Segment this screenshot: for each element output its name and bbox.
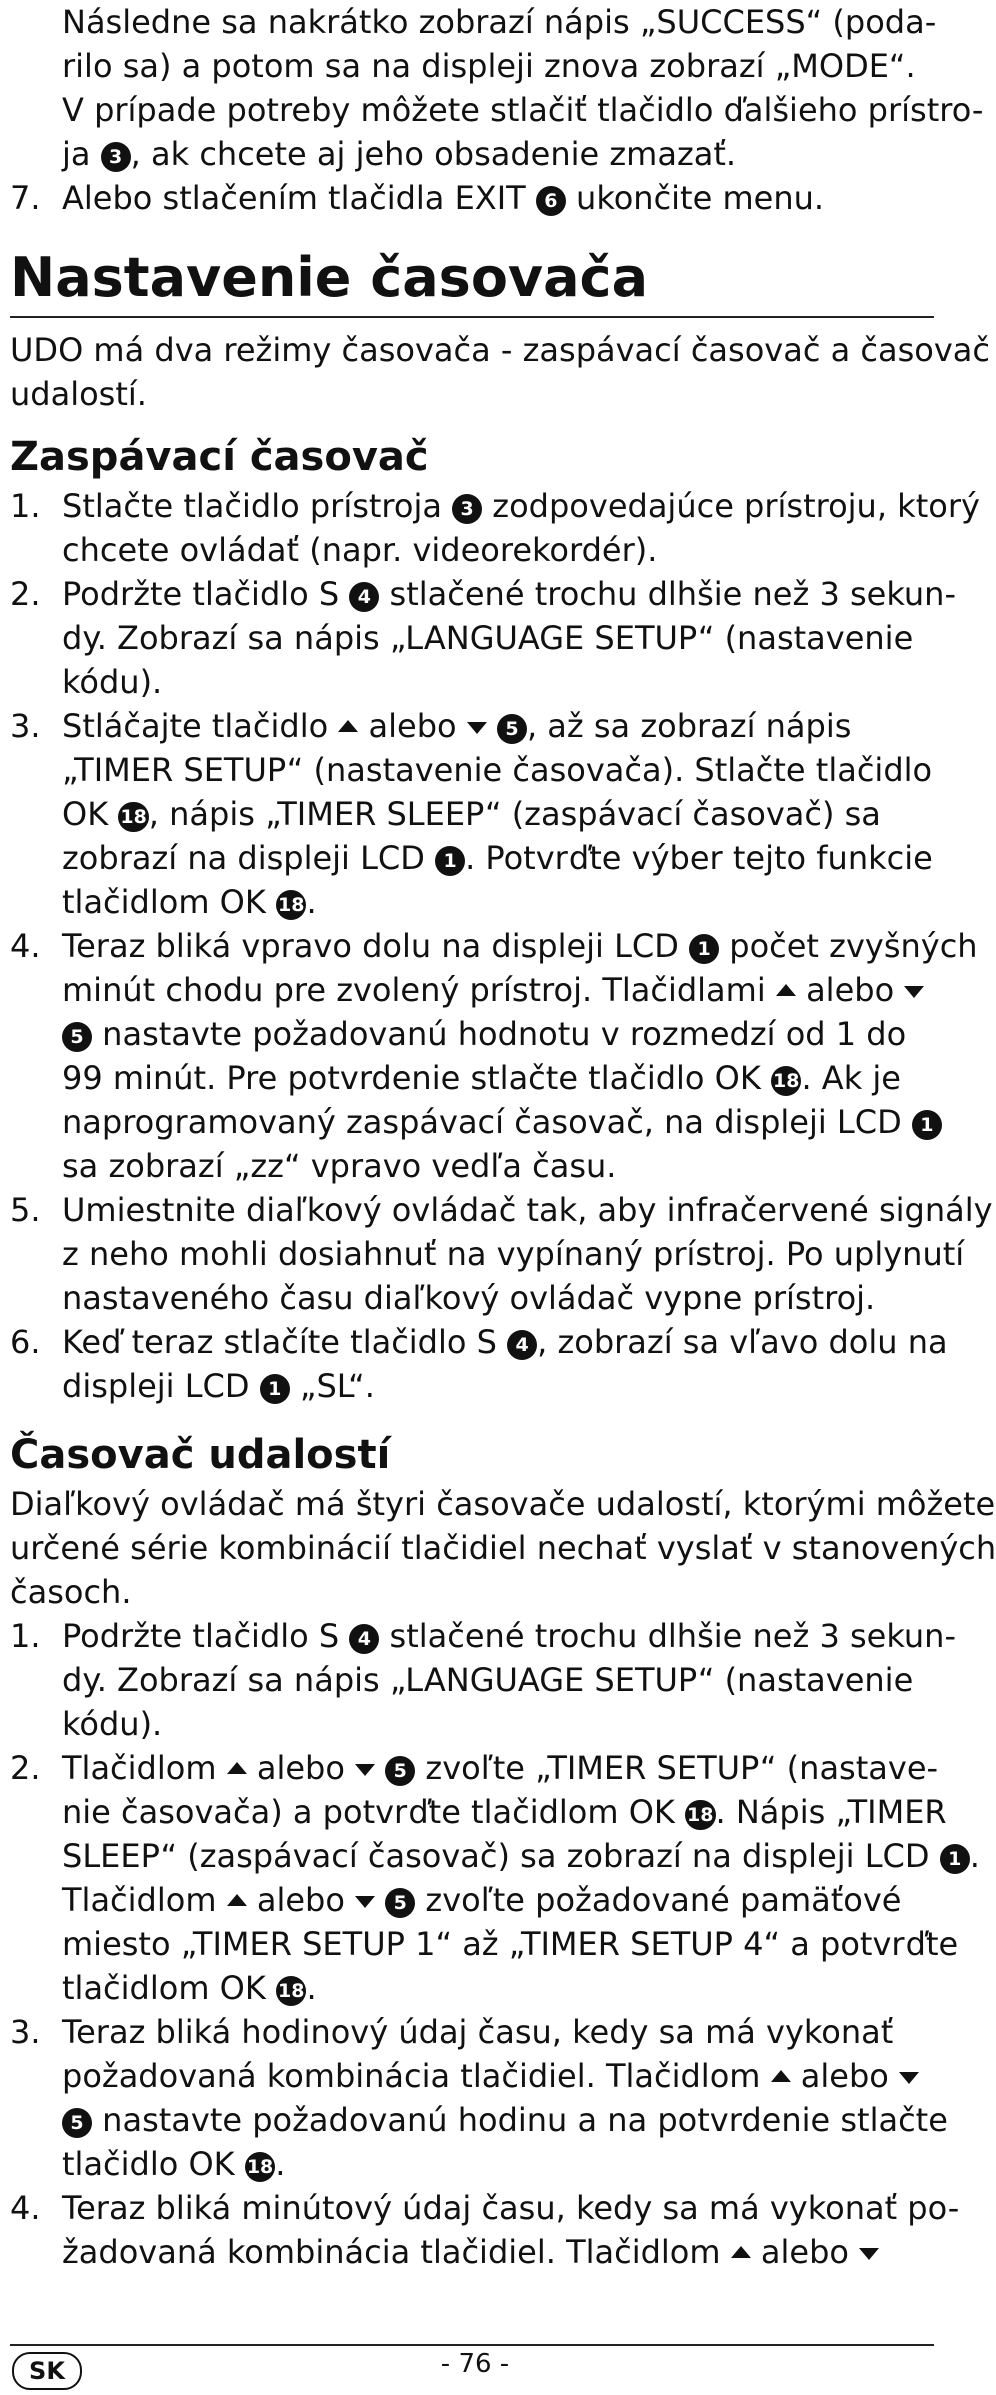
arrow-up-icon <box>776 984 796 996</box>
step-number: 2. <box>10 1749 41 1787</box>
button-number-badge: 5 <box>497 714 527 744</box>
button-number-badge: 18 <box>245 2152 275 2182</box>
button-number-badge: 18 <box>771 1066 801 1096</box>
step-number: 5. <box>10 1191 41 1229</box>
text-line: Alebo stlačením tlačidla EXIT 6 ukončite menu. <box>62 179 825 217</box>
button-number-badge: 1 <box>435 846 465 876</box>
button-number-badge: 5 <box>62 1022 92 1052</box>
text-line: Následne sa nakrátko zobrazí nápis „SUCCESS“ (poda- <box>62 3 937 41</box>
button-number-badge: 4 <box>349 1624 379 1654</box>
button-number-badge: 6 <box>536 186 566 216</box>
button-number-badge: 5 <box>385 1888 415 1918</box>
arrow-up-icon <box>227 1762 247 1774</box>
list-item: 1. Stlačte tlačidlo prístroja 3 zodpovedajúce prístroju, ktorý chcete ovládať (napr. videorekordér). <box>10 484 934 572</box>
button-number-badge: 18 <box>685 1800 715 1830</box>
arrow-up-icon <box>227 1894 247 1906</box>
arrow-down-icon <box>467 722 487 734</box>
step-number: 4. <box>10 927 41 965</box>
button-number-badge: 4 <box>349 582 379 612</box>
manual-page: Následne sa nakrátko zobrazí nápis „SUCCESS“ (poda- rilo sa) a potom sa na displeji znova zobrazí „MODE“. V prípade potreby môžete stlačiť tlačidlo ďalšieho prístro- ja 3 , ak chcete aj jeho obsadenie zmazať. 7. Alebo stlačením tlačidla EXIT 6 ukončite menu. Nastavenie časovača UDO má dva režimy časovača - zaspávací časovač a časovač udalostí. Zaspávací časovač 1. Stlačte tlačidlo prístroja 3 zodpovedajúce prístroju, ktorý chcete ovládať (napr. videorekordér). 2. Podržte tlačidlo S 4 stlačené trochu dlhšie než 3 sekun- dy. Zobrazí sa nápis „LANGUAGE SETUP“ (nastavenie kódu). 3. Stláčajte tlačidlo alebo 5 , až sa zobrazí nápis „TIMER SETUP“ (nastavenie časovača). Stlačte tlačidlo OK 18, nápis „TIMER SLEEP“ (zaspávací časovač) sa zobrazí na displeji LCD 1 . Potvrďte výber tejto funkcie tlačidlom OK 18. 4. Teraz bliká vpravo dolu na displeji LCD 1 počet zvyšných minút chodu pre zvolený prístroj. Tlačidlami alebo 5 nastavte požadovanú hodnotu v rozmedzí od 1 do 99 minút. Pre potvrdenie stlačte tlačidlo OK 18. Ak je naprogramovaný zaspávací časovač, na displeji LCD 1 sa zobrazí „zz“ vpravo vedľa času. 5. Umiestnite diaľkový ovládač tak, aby infračervené signály z neho mohli dosiahnuť na vypínaný prístroj. Po uplynutí nastaveného času diaľkový ovládač vypne prístroj. 6. Keď teraz stlačíte tlačidlo S 4 , zobrazí sa vľavo dolu na displeji LCD 1 „SL“. Časovač udalostí Diaľkový ovládač má štyri časovače udalostí, ktorými môžete určené série kombinácií tlačidiel nechať vyslať v stanovených časoch. 1. Podržte tlačidlo S 4 stlačené trochu dlhšie než 3 sekun- dy. Zobrazí sa nápis „LANGUAGE SETUP“ (nastavenie kódu). 2. Tlačidlom alebo 5 zvoľte „TIMER SETUP“ (nastave- nie časovača) a potvrďte tlačidlom OK 18. Nápis „TIMER SLEEP“ (zaspávací časovač) sa zobrazí na displeji LCD 1 . Tlačidlom alebo 5 zvoľte požadované pamäťové miesto „TIMER SETUP 1“ až „TIMER SETUP 4“ a potvrďte tlačidlom OK 18. 3. Teraz bliká hodinový údaj času, kedy sa má vykonať požadovaná kombinácia tlačidiel. Tlačidlom alebo 5 nastavte požadovanú hodinu a na potvrdenie stlačte tlačidlo OK 18. 4. Teraz bliká minútový údaj času, kedy sa má vykonať po- žadovaná kombinácia tlačidiel. Tlačidlom alebo SK - 76 - <box>0 0 950 2395</box>
heading-rule <box>10 316 934 318</box>
language-badge: SK <box>12 2352 82 2390</box>
button-number-badge: 1 <box>260 1374 290 1404</box>
button-number-badge: 1 <box>940 1844 970 1874</box>
step-number: 2. <box>10 575 41 613</box>
arrow-down-icon <box>904 986 924 998</box>
subsection-heading: Zaspávací časovač <box>10 434 429 480</box>
arrow-up-icon <box>731 2246 751 2258</box>
step-number: 1. <box>10 487 41 525</box>
list-item: 4. Teraz bliká minútový údaj času, kedy sa má vykonať po- žadovaná kombinácia tlačidiel. Tlačidlom alebo <box>10 2186 934 2274</box>
step-number: 6. <box>10 1323 41 1361</box>
button-number-badge: 5 <box>62 2108 92 2138</box>
arrow-down-icon <box>355 1764 375 1776</box>
button-number-badge: 18 <box>276 890 306 920</box>
subsection-heading: Časovač udalostí <box>10 1432 391 1478</box>
text-line: rilo sa) a potom sa na displeji znova zobrazí „MODE“. <box>62 47 916 85</box>
button-number-badge: 4 <box>507 1330 537 1360</box>
text-line: udalostí. <box>10 375 147 413</box>
list-item: 5. Umiestnite diaľkový ovládač tak, aby infračervené signály z neho mohli dosiahnuť na vypínaný prístroj. Po uplynutí nastaveného času diaľkový ovládač vypne prístroj. <box>10 1188 934 1320</box>
continued-step <box>10 0 984 176</box>
step-number: 3. <box>10 707 41 745</box>
button-number-badge: 3 <box>452 494 482 524</box>
button-number-badge: 1 <box>689 934 719 964</box>
arrow-down-icon <box>355 1896 375 1908</box>
list-item: 4. Teraz bliká vpravo dolu na displeji LCD 1 počet zvyšných minút chodu pre zvolený prístroj. Tlačidlami alebo 5 nastavte požadovanú hodnotu v rozmedzí od 1 do 99 minút. Pre potvrdenie stlačte tlačidlo OK 18. Ak je naprogramovaný zaspávací časovač, na displeji LCD 1 sa zobrazí „zz“ vpravo vedľa času. <box>10 924 934 1188</box>
button-number-badge: 3 <box>101 142 131 172</box>
button-number-badge: 18 <box>276 1976 306 2006</box>
arrow-up-icon <box>771 2070 791 2082</box>
arrow-down-icon <box>859 2248 879 2260</box>
button-number-badge: 5 <box>385 1756 415 1786</box>
list-item: 3. Stláčajte tlačidlo alebo 5 , až sa zobrazí nápis „TIMER SETUP“ (nastavenie časovača). Stlačte tlačidlo OK 18, nápis „TIMER SLEEP“ (zaspávací časovač) sa zobrazí na displeji LCD 1 . Potvrďte výber tejto funkcie tlačidlom OK 18. <box>10 704 934 924</box>
text-line: UDO má dva režimy časovača - zaspávací časovač a časovač <box>10 331 990 369</box>
arrow-up-icon <box>338 720 358 732</box>
button-number-badge: 18 <box>118 802 148 832</box>
list-item: 2. Tlačidlom alebo 5 zvoľte „TIMER SETUP“ (nastave- nie časovača) a potvrďte tlačidlom OK 18. Nápis „TIMER SLEEP“ (zaspávací časovač) sa zobrazí na displeji LCD 1 . Tlačidlom alebo 5 zvoľte požadované pamäťové miesto „TIMER SETUP 1“ až „TIMER SETUP 4“ a potvrďte tlačidlom OK 18. <box>10 1746 934 2010</box>
step-7 <box>10 176 934 220</box>
button-number-badge: 1 <box>912 1110 942 1140</box>
section-heading: Nastavenie časovača <box>10 246 649 309</box>
page-number: - 76 - <box>440 2349 510 2379</box>
step-number: 3. <box>10 2013 41 2051</box>
text-line: ja 3 , ak chcete aj jeho obsadenie zmazať. <box>62 135 737 173</box>
text-line: V prípade potreby môžete stlačiť tlačidlo ďalšieho prístro- <box>62 91 984 129</box>
arrow-down-icon <box>899 2072 919 2084</box>
step-number: 4. <box>10 2189 41 2227</box>
step-number: 7. <box>10 179 41 217</box>
list-item: 6. Keď teraz stlačíte tlačidlo S 4 , zobrazí sa vľavo dolu na displeji LCD 1 „SL“. <box>10 1320 934 1408</box>
list-item: 1. Podržte tlačidlo S 4 stlačené trochu dlhšie než 3 sekun- dy. Zobrazí sa nápis „LANGUAGE SETUP“ (nastavenie kódu). <box>10 1614 934 1746</box>
list-item: 2. Podržte tlačidlo S 4 stlačené trochu dlhšie než 3 sekun- dy. Zobrazí sa nápis „LANGUAGE SETUP“ (nastavenie kódu). <box>10 572 934 704</box>
list-item: 3. Teraz bliká hodinový údaj času, kedy sa má vykonať požadovaná kombinácia tlačidiel. Tlačidlom alebo 5 nastavte požadovanú hodinu a na potvrdenie stlačte tlačidlo OK 18. <box>10 2010 934 2186</box>
step-number: 1. <box>10 1617 41 1655</box>
